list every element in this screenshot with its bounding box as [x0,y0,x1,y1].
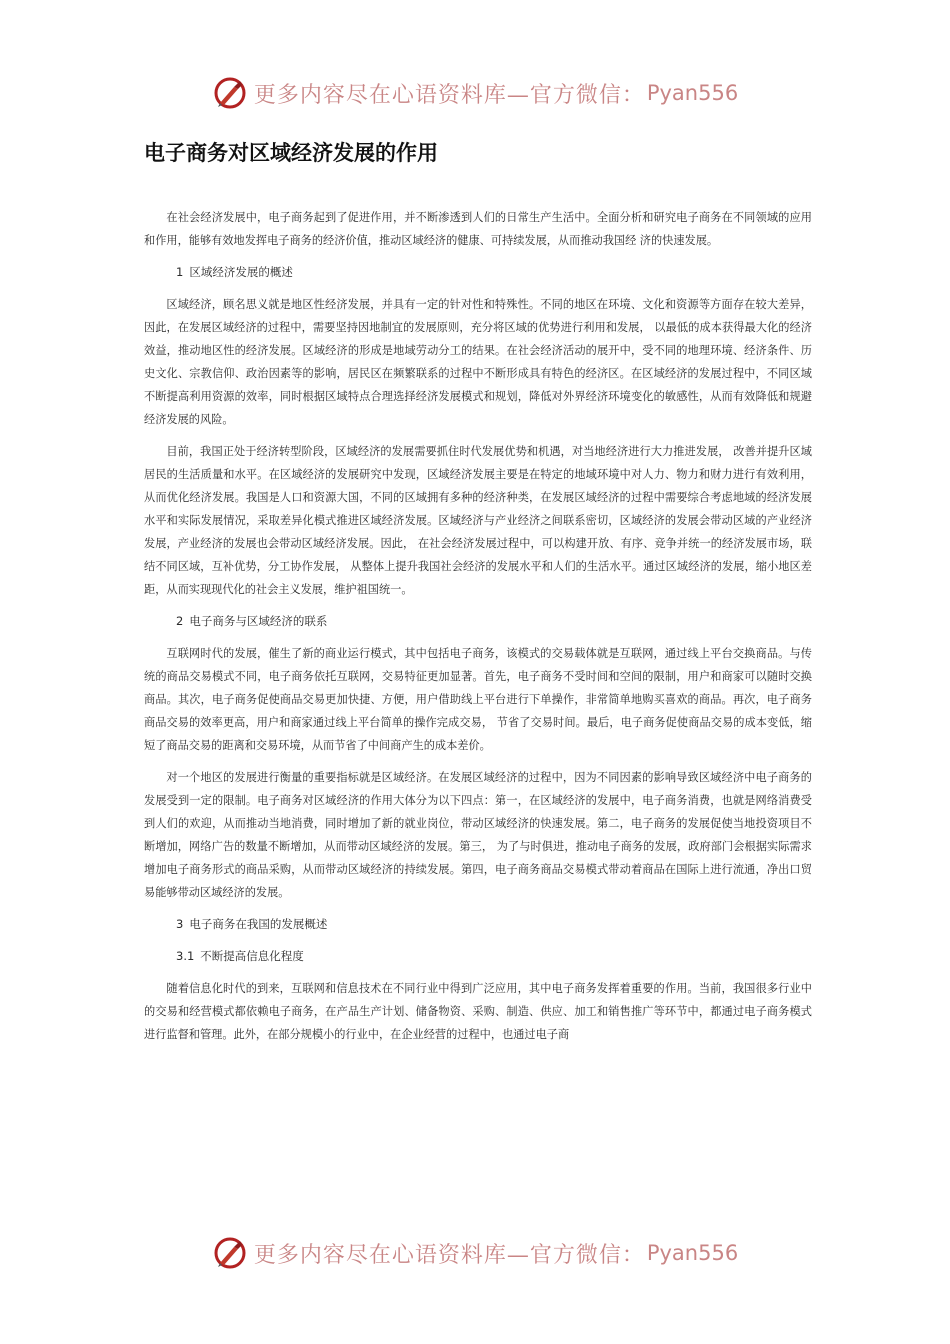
document-body [144,206,812,1055]
paragraph: 对一个地区的发展进行衡量的重要指标就是区域经济。在发展区域经济的过程中，因为不同因素的影响导致区域经济中电子商务的发展受到一定的限制。电子商务对区域经济的作用大体分为以下四点：第一，在区域经济的发展中，电子商务消费，也就是网络消费受到人们的欢迎，从而推动当地消费，同时增加了新的就业岗位，带动区域经济的快速发展。第二，电子商务的发展促使当地投资项目不断增加，网络广告的数量不断增加，从而带动区域经济的发展。第三， 为了与时俱进，推动电子商务的发展，政府部门会根据实际需求增加电子商务形式的商品采购，从而带动区域经济的持续发展。第四，电子商务商品交易模式带动着商品在国际上进行流通，净出口贸易能够带动区域经济的发展。 [144,771,812,899]
paragraph: 互联网时代的发展，催生了新的商业运行模式，其中包括电子商务，该模式的交易载体就是互联网，通过线上平台交换商品。与传统的商品交易模式不同，电子商务依托互联网，交易特征更加显著。首先，电子商务不受时间和空间的限制，用户和商家可以随时交换商品。其次，电子商务促使商品交易更加快捷、方便，用户借助线上平台进行下单操作，非常简单地购买喜欢的商品。再次，电子商务商品交易的效率更高，用户和商家通过线上平台简单的操作完成交易， 节省了交易时间。最后，电子商务促使商品交易的成本变低，缩短了商品交易的距离和交易环境，从而节省了中间商产生的成本差价。 [144,647,812,752]
header-banner [0,73,950,113]
section-heading [144,261,812,284]
wechat-id: Pyan556 [646,81,739,105]
section-heading-text: 区域经济发展的概述 [189,265,293,279]
paragraph: 区域经济，顾名思义就是地区性经济发展，并具有一定的针对性和特殊性。不同的地区在环境、文化和资源等方面存在较大差异，因此，在发展区域经济的过程中，需要坚持因地制宜的发展原则，充分将区域的优势进行利用和发展， 以最低的成本获得最大化的经济效益，推动地区性的经济发展。区域经济的形成是地域劳动分工的结果。在社会经济活动的展开中，受不同的地理环境、经济条件、历史文化、宗教信仰、政治因素等的影响，居民区在频繁联系的过程中不断形成具有特色的经济区。在区域经济的发展过程中，不同区域不断提高利用资源的效率，同时根据区域特点合理选择经济发展模式和规划，降低对外界经济环境变化的敏感性，从而有效降低和规避经济发展的风险。 [144,298,812,426]
section-heading [144,913,812,936]
paragraph: 目前，我国正处于经济转型阶段，区域经济的发展需要抓住时代发展优势和机遇，对当地经济进行大力推进发展， 改善并提升区域居民的生活质量和水平。在区域经济的发展研究中发现，区域经济发展主要是在特定的地域环境中对人力、物力和财力进行有效利用，从而优化经济发展。我国是人口和资源大国，不同的区域拥有多种的经济种类，在发展区域经济的过程中需要综合考虑地域的经济发展水平和实际发展情况，采取差异化模式推进区域经济发展。区域经济与产业经济之间联系密切，区域经济的发展会带动区域的产业经济发展，产业经济的发展也会带动区域经济发展。因此， 在社会经济发展过程中，可以构建开放、有序、竞争并统一的经济发展市场，联结不同区域，互补优势，分工协作发展， 从整体上提升我国社会经济的发展水平和人们的生活水平。通过区域经济的发展，缩小地区差距，从而实现现代化的社会主义发展，维护祖国统一。 [144,445,812,596]
footer-banner [0,1233,950,1273]
paragraph: 在社会经济发展中，电子商务起到了促进作用，并不断渗透到人们的日常生产生活中。全面分析和研究电子商务在不同领域的应用和作用，能够有效地发挥电子商务的经济价值，推动区域经济的健康、可持续发展，从而推动我国经 济的快速发展。 [144,211,812,247]
section-number: 1 [176,265,184,279]
wechat-id: Pyan556 [646,1241,739,1265]
document-title: 电子商务对区域经济发展的作用 [144,141,438,165]
banner-text: 更多内容尽在心语资料库—官方微信： [253,1242,645,1268]
section-number: 2 [176,614,184,628]
section-heading [144,945,812,968]
banner-text: 更多内容尽在心语资料库—官方微信： [253,82,645,108]
pen-logo-icon [212,75,248,111]
section-number: 3 [176,917,184,931]
section-number: 3.1 [176,949,195,963]
section-heading-text: 电子商务与区域经济的联系 [189,614,328,628]
section-heading-text: 不断提高信息化程度 [200,949,304,963]
pen-logo-icon [212,1235,248,1271]
section-heading [144,610,812,633]
paragraph: 随着信息化时代的到来，互联网和信息技术在不同行业中得到广泛应用，其中电子商务发挥着重要的作用。当前，我国很多行业中的交易和经营模式都依赖电子商务，在产品生产计划、储备物资、采购、制造、供应、加工和销售推广等环节中，都通过电子商务模式进行监督和管理。此外，在部分规模小的行业中，在企业经营的过程中，也通过电子商 [144,982,812,1041]
section-heading-text: 电子商务在我国的发展概述 [189,917,328,931]
